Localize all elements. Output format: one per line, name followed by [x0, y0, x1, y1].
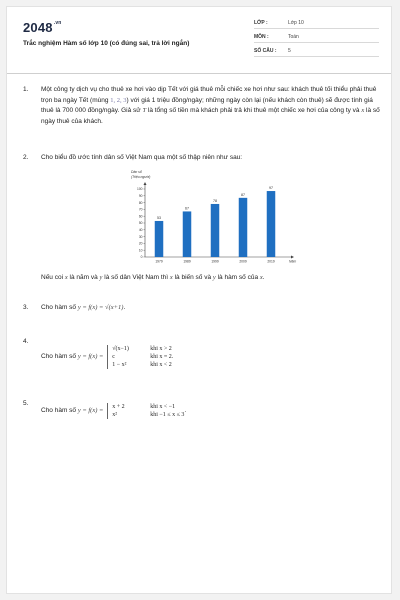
q2-text-b: là năm và	[67, 274, 100, 281]
x-tick-label: 1989	[183, 259, 191, 264]
case-expr: x²	[112, 412, 118, 418]
case-cond: khi x = 2.	[150, 354, 174, 360]
question-text: Cho biểu đồ ước tính dân số Việt Nam qua một số thập niên như sau:	[41, 154, 243, 161]
data-label: 78	[213, 198, 217, 203]
meta-key: SỐ CÂU :	[254, 47, 277, 54]
q2-text-c: là số dân Việt Nam thì	[102, 274, 170, 281]
q1-days: 1, 2, 3	[110, 96, 127, 104]
case-expr: 1 − x²	[112, 362, 127, 368]
q5-text: Cho hàm số	[41, 406, 77, 414]
q5-case	[112, 411, 184, 419]
y-tick-label: 90	[138, 194, 143, 198]
x-tick-label: 1979	[155, 259, 163, 264]
q4-lhs: y = f(x) =	[77, 352, 104, 360]
case-cond: khi x < −1	[150, 404, 176, 410]
q5-end: .	[184, 406, 187, 414]
meta-value: 5	[288, 47, 291, 54]
q3-formula: y = f(x) = √(x+1)	[77, 304, 124, 311]
case-cond: khi x < 2	[150, 362, 172, 368]
q2-var-x: x	[64, 274, 68, 281]
q2-text-f: .	[262, 274, 265, 281]
question-number: 2.	[23, 154, 29, 161]
q2-var-y: y	[99, 274, 103, 281]
meta-row-subject	[254, 31, 379, 43]
q4-case	[112, 361, 173, 369]
x-tick-label: 1999	[211, 259, 219, 264]
question-number: 1.	[23, 86, 29, 93]
page-title: Trắc nghiệm Hàm số lớp 10 (có đúng sai, trả lời ngắn)	[23, 40, 190, 47]
meta-value: Toán	[288, 33, 299, 40]
page-header	[7, 7, 391, 69]
bar	[239, 198, 248, 257]
question-number: 5.	[23, 400, 29, 407]
y-axis-label: Dân số	[131, 170, 142, 174]
y-tick-label: 30	[138, 234, 143, 239]
x-axis-label: Năm	[289, 259, 297, 264]
question-2	[23, 153, 381, 164]
question-text	[41, 303, 381, 314]
q3-end: .	[123, 304, 126, 311]
q2-text-e: là hàm số của	[215, 274, 260, 281]
question-number: 4.	[23, 338, 29, 345]
bar	[211, 204, 220, 257]
bar	[155, 221, 164, 257]
y-tick-label: 70	[138, 207, 143, 212]
x-tick-label: 2019	[267, 259, 275, 264]
q2-var-y: y	[212, 274, 216, 281]
y-tick-label: 80	[138, 200, 143, 205]
q2-var-x: x	[169, 274, 173, 281]
meta-table	[254, 17, 379, 59]
q1-var-x: x	[361, 107, 365, 114]
question-text	[41, 85, 381, 127]
meta-value: Lớp 10	[288, 19, 304, 26]
q2-text-a: Nếu coi	[41, 274, 65, 281]
question-5	[23, 399, 381, 419]
q1-text-a: Một công ty dịch vụ cho thuê xe hơi vào dịp Tết với giá thuê mỗi chiếc xe hơi như sau: khách thuê tối thiểu phải thuê trọn ba ngày Tết (mùng	[41, 86, 377, 104]
data-label: 87	[241, 192, 245, 197]
y-axis-arrow	[144, 182, 147, 185]
y-axis-label: (Triệu người)	[131, 175, 151, 179]
meta-row-count	[254, 45, 379, 57]
q1-var-t: T	[142, 107, 147, 114]
data-label: 53	[157, 215, 161, 220]
bar	[267, 191, 276, 257]
case-cond: khi x > 2	[150, 346, 172, 352]
x-axis-arrow	[291, 256, 294, 259]
q4-case	[112, 345, 173, 353]
case-expr: x + 2	[112, 404, 125, 410]
q4-text: Cho hàm số	[41, 352, 77, 360]
q1-text-b: ) với giá 1 triệu đồng/ngày; những ngày còn lại (nếu khách còn thuê) sẽ được tính giá thuê là 700 000 đồng/ngày. Giả sử	[41, 96, 373, 114]
case-expr: √(x−1)	[112, 346, 129, 352]
question-4	[23, 337, 381, 369]
q3-text: Cho hàm số	[41, 304, 78, 311]
y-tick-label: 20	[138, 241, 143, 246]
data-label: 67	[185, 206, 189, 211]
y-tick-label: 50	[138, 221, 143, 226]
case-cond: khi −1 ≤ x ≤ 3	[150, 412, 185, 418]
q2-var-x: x	[259, 274, 263, 281]
q2-text-d: là biến số và	[172, 274, 213, 281]
q5-lhs: y = f(x) =	[77, 406, 104, 414]
question-2-after	[23, 273, 381, 284]
q5-case	[112, 403, 184, 411]
worksheet-page	[6, 6, 392, 594]
q4-case	[112, 353, 173, 361]
question-number: 3.	[23, 304, 29, 311]
q1-text-d: là số ngày thuê của khách.	[41, 107, 380, 125]
question-text	[41, 399, 381, 419]
question-text	[41, 273, 381, 284]
question-3	[23, 303, 381, 314]
logo-suffix: .vn	[53, 20, 62, 26]
logo-text: 2048	[23, 20, 53, 35]
bar	[183, 211, 192, 257]
x-tick-label: 2009	[239, 259, 247, 264]
header-divider	[7, 73, 391, 74]
y-tick-label: 60	[138, 214, 143, 219]
data-label: 97	[269, 186, 273, 191]
y-tick-label: 40	[138, 228, 143, 232]
meta-key: LỚP :	[254, 19, 268, 26]
y-tick-label: 10	[138, 248, 143, 253]
q1-text-c: là tổng số tiền mà khách phải trả khi thuê một chiếc xe hơi của công ty và	[146, 107, 362, 114]
case-expr: c	[112, 354, 115, 360]
population-chart	[127, 167, 307, 271]
question-text	[41, 337, 381, 369]
meta-row-class	[254, 17, 379, 29]
q5-piecewise	[107, 403, 187, 419]
meta-key: MÔN :	[254, 33, 269, 40]
q4-piecewise	[107, 345, 173, 369]
y-tick-label: 100	[136, 187, 143, 192]
site-logo[interactable]	[23, 20, 62, 35]
y-tick-label: 0	[140, 255, 143, 260]
question-1	[23, 85, 381, 127]
